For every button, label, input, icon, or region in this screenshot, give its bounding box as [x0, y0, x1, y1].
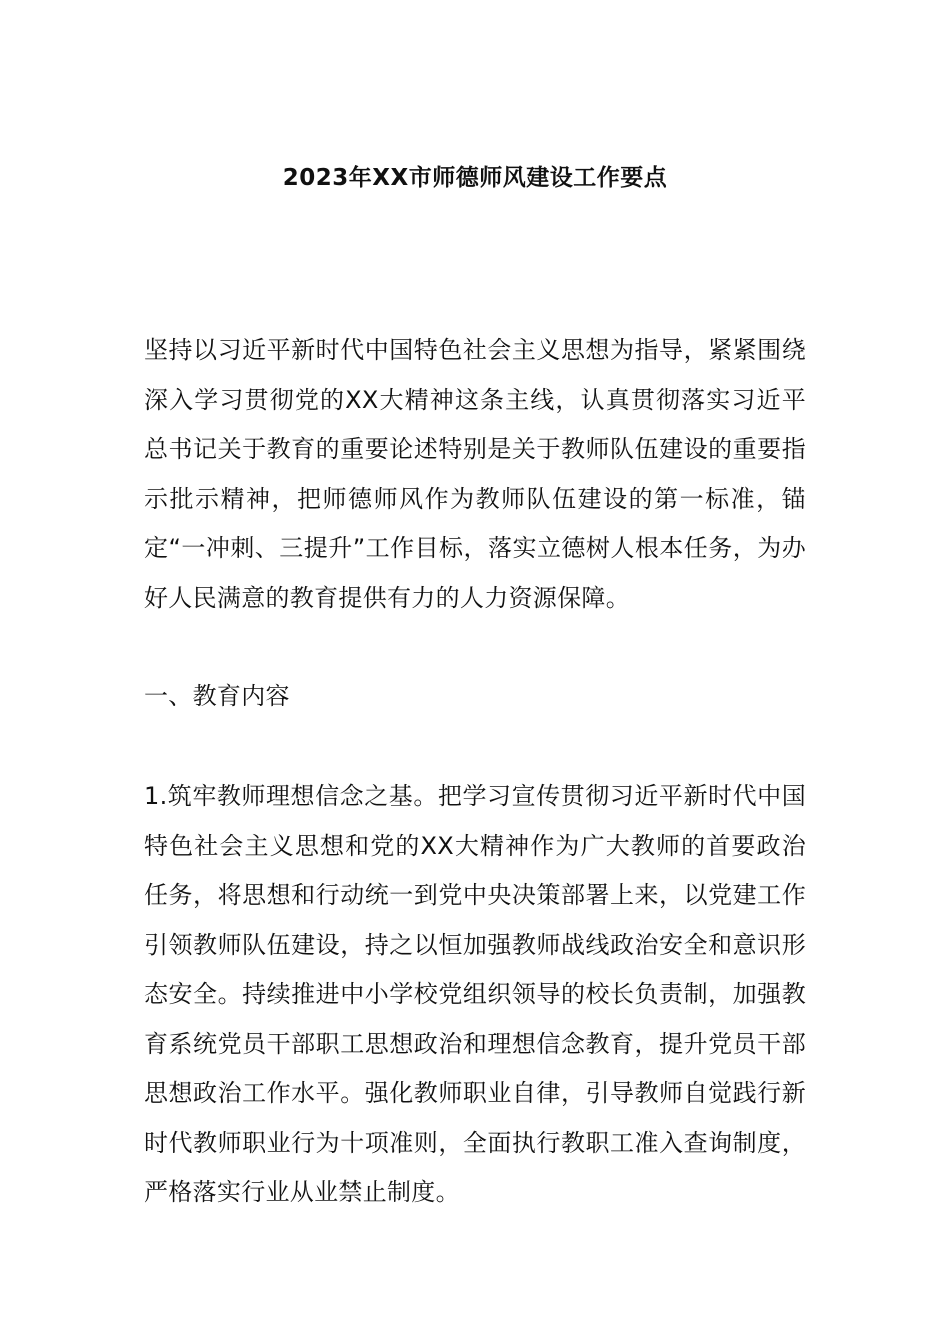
item-1-paragraph: 1.筑牢教师理想信念之基。把学习宣传贯彻习近平新时代中国特色社会主义思想和党的XX大精神作为广大教师的首要政治任务，将思想和行动统一到党中央决策部署上来，以党建工作引领教师队伍建设，持之以恒加强教师战线政治安全和意识形态安全。持续推进中小学校党组织领导的校长负责制，加强教育系统党员干部职工思想政治和理想信念教育，提升党员干部思想政治工作水平。强化教师职业自律，引导教师自觉践行新时代教师职业行为十项准则，全面执行教职工准入查询制度，严格落实行业从业禁止制度。 — [144, 782, 806, 1206]
intro-paragraph: 坚持以习近平新时代中国特色社会主义思想为指导，紧紧围绕深入学习贯彻党的XX大精神这条主线，认真贯彻落实习近平总书记关于教育的重要论述特别是关于教师队伍建设的重要指示批示精神，把师德师风作为教师队伍建设的第一标准，锚定“一冲刺、三提升”工作目标，落实立德树人根本任务，为办好人民满意的教育提供有力的人力资源保障。 — [144, 336, 806, 612]
document-title: 2023年XX市师德师风建设工作要点 — [282, 165, 668, 191]
section-heading: 一、教育内容 — [144, 682, 290, 710]
